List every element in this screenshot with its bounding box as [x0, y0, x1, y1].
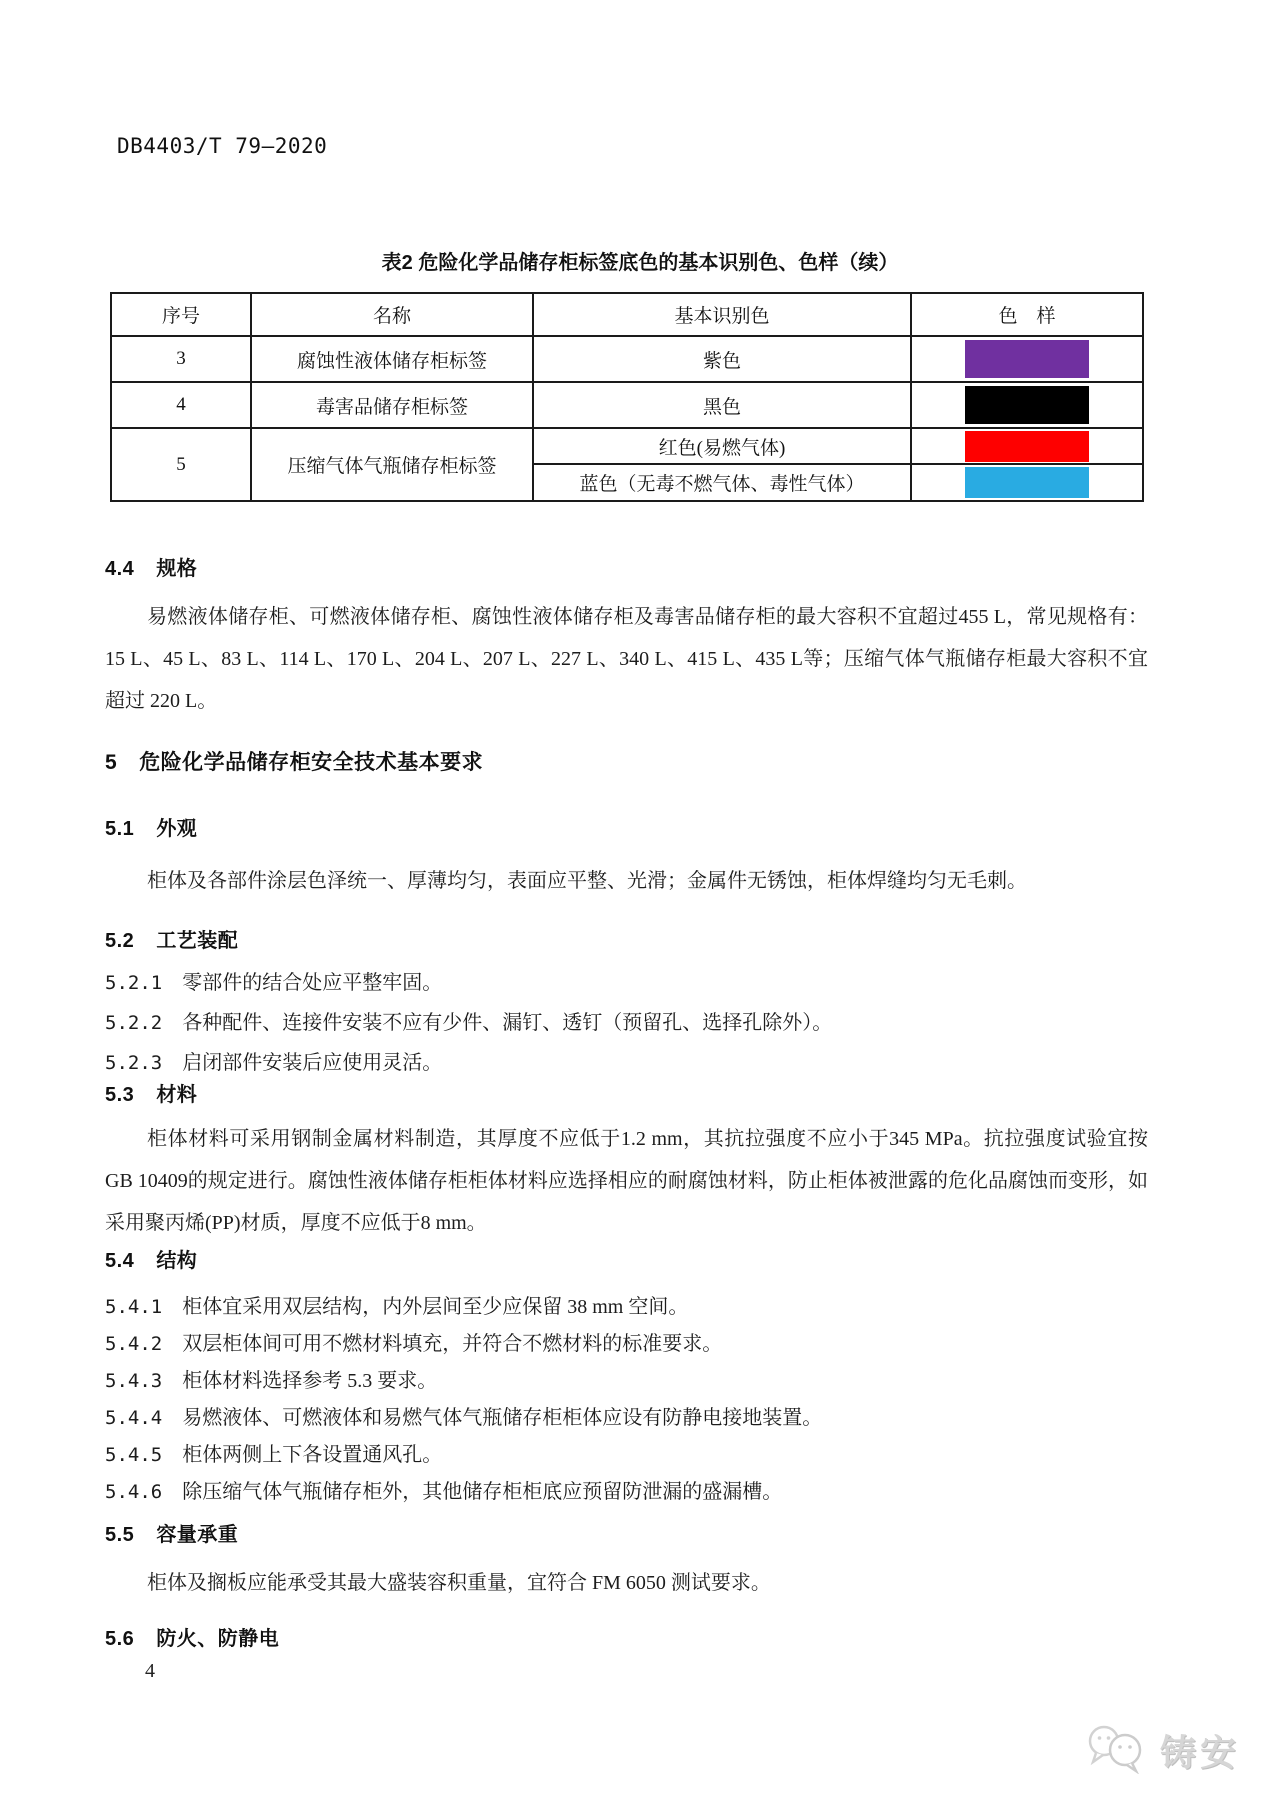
row-no: 5 — [111, 428, 251, 501]
row-no: 3 — [111, 336, 251, 382]
clause-text: 零部件的结合处应平整牢固。 — [182, 972, 443, 994]
section-heading-5-5 — [105, 1518, 238, 1547]
clause-text: 柜体材料选择参考 5.3 要求。 — [182, 1370, 438, 1392]
section-title: 规格 — [156, 558, 198, 580]
page-number: 4 — [145, 1660, 155, 1682]
chat-bubbles-icon — [1086, 1722, 1146, 1779]
section-title: 容量承重 — [156, 1524, 239, 1546]
table-row — [111, 382, 1143, 428]
row-name: 腐蚀性液体储存柜标签 — [251, 336, 533, 382]
row-swatch-cell — [911, 428, 1143, 464]
watermark — [1086, 1722, 1240, 1779]
clause-5-4-2 — [105, 1327, 1148, 1356]
row-swatch-cell — [911, 382, 1143, 428]
clause-number: 5.4.6 — [105, 1481, 163, 1503]
table-row — [111, 336, 1143, 382]
table-title: 表2 危险化学品储存柜标签底色的基本识别色、色样（续） — [381, 252, 899, 274]
clause-text: 双层柜体间可用不燃材料填充，并符合不燃材料的标准要求。 — [182, 1333, 723, 1355]
clause-5-4-4 — [105, 1401, 1148, 1430]
section-number: 5.4 — [105, 1250, 135, 1272]
row-swatch-cell — [911, 464, 1143, 501]
section-number: 5.1 — [105, 818, 135, 840]
row-color-name: 黑色 — [533, 382, 911, 428]
clause-number: 5.4.4 — [105, 1407, 163, 1429]
section-title: 材料 — [156, 1084, 198, 1106]
section-heading-5-3 — [105, 1078, 197, 1107]
clause-text: 易燃液体、可燃液体和易燃气体气瓶储存柜柜体应设有防静电接地装置。 — [182, 1407, 823, 1429]
section-title: 防火、防静电 — [156, 1628, 280, 1650]
section-title: 危险化学品储存柜安全技术基本要求 — [139, 751, 484, 774]
col-header-color: 基本识别色 — [533, 293, 911, 336]
clause-number: 5.4.3 — [105, 1370, 163, 1392]
red-color-swatch — [965, 431, 1089, 462]
clause-text: 各种配件、连接件安装不应有少件、漏钉、透钉（预留孔、选择孔除外）。 — [182, 1012, 833, 1034]
clause-5-2-2 — [105, 1006, 1148, 1035]
clause-text: 柜体宜采用双层结构，内外层间至少应保留 38 mm 空间。 — [182, 1296, 689, 1318]
clause-text: 启闭部件安装后应使用灵活。 — [182, 1052, 443, 1074]
clause-text: 柜体两侧上下各设置通风孔。 — [182, 1444, 443, 1466]
clause-number: 5.4.1 — [105, 1296, 163, 1318]
section-number: 4.4 — [105, 558, 135, 580]
color-table — [110, 292, 1144, 502]
section-number: 5.3 — [105, 1084, 135, 1106]
document-code: DB4403/T 79—2020 — [117, 134, 328, 158]
section-title: 结构 — [156, 1250, 198, 1272]
clause-5-4-3 — [105, 1364, 1148, 1393]
clause-5-4-1 — [105, 1290, 1148, 1319]
clause-5-2-3 — [105, 1046, 1148, 1075]
row-no: 4 — [111, 382, 251, 428]
table-header-row — [111, 293, 1143, 336]
section-heading-5-2 — [105, 924, 238, 953]
section-heading-5-4 — [105, 1244, 197, 1273]
col-header-name: 名称 — [251, 293, 533, 336]
section-number: 5 — [105, 751, 118, 774]
section-number: 5.5 — [105, 1524, 135, 1546]
section-heading-5 — [105, 746, 483, 776]
section-title: 外观 — [156, 818, 198, 840]
row-name: 压缩气体气瓶储存柜标签 — [251, 428, 533, 501]
paragraph-5-5: 柜体及搁板应能承受其最大盛装容积重量，宜符合 FM 6050 测试要求。 — [147, 1572, 771, 1594]
clause-5-4-5 — [105, 1438, 1148, 1467]
row-swatch-cell — [911, 336, 1143, 382]
row-name: 毒害品储存柜标签 — [251, 382, 533, 428]
paragraph-4-4: 易燃液体储存柜、可燃液体储存柜、腐蚀性液体储存柜及毒害品储存柜的最大容积不宜超过455 L，常见规格有：15 L、45 L、83 L、114 L、170 L、204 L、207 L、227 L、340 L、415 L、435 L等；压缩气体气瓶储存柜最大容积不宜超过 220 L。 — [105, 606, 1148, 712]
paragraph-5-3: 柜体材料可采用钢制金属材料制造，其厚度不应低于1.2 mm，其抗拉强度不应小于345 MPa。抗拉强度试验宜按GB 10409的规定进行。腐蚀性液体储存柜柜体材料应选择相应的耐腐蚀材料，防止柜体被泄露的危化品腐蚀而变形，如采用聚丙烯(PP)材质，厚度不应低于8 mm。 — [105, 1128, 1148, 1234]
purple-color-swatch — [965, 340, 1089, 378]
clause-number: 5.4.2 — [105, 1333, 163, 1355]
section-title: 工艺装配 — [156, 930, 239, 952]
watermark-text: 铸安 — [1159, 1732, 1240, 1773]
section-heading-5-1 — [105, 812, 197, 841]
section-heading-4-4 — [105, 552, 197, 581]
clause-number: 5.4.5 — [105, 1444, 163, 1466]
section-number: 5.6 — [105, 1628, 135, 1650]
clause-number: 5.2.1 — [105, 972, 163, 994]
row-color-name: 紫色 — [533, 336, 911, 382]
clause-number: 5.2.3 — [105, 1052, 163, 1074]
table-row — [111, 428, 1143, 464]
clause-text: 除压缩气体气瓶储存柜外，其他储存柜柜底应预留防泄漏的盛漏槽。 — [182, 1481, 783, 1503]
col-header-no: 序号 — [111, 293, 251, 336]
section-heading-5-6 — [105, 1622, 279, 1651]
row-color-name: 红色(易燃气体) — [533, 428, 911, 464]
blue-color-swatch — [965, 467, 1089, 498]
paragraph-5-1: 柜体及各部件涂层色泽统一、厚薄均匀，表面应平整、光滑；金属件无锈蚀，柜体焊缝均匀无毛刺。 — [147, 870, 1027, 892]
clause-number: 5.2.2 — [105, 1012, 163, 1034]
row-color-name: 蓝色（无毒不燃气体、毒性气体） — [533, 464, 911, 501]
black-color-swatch — [965, 386, 1089, 424]
clause-5-4-6 — [105, 1475, 1148, 1504]
section-number: 5.2 — [105, 930, 135, 952]
clause-5-2-1 — [105, 966, 1148, 995]
col-header-swatch: 色 样 — [911, 293, 1143, 336]
